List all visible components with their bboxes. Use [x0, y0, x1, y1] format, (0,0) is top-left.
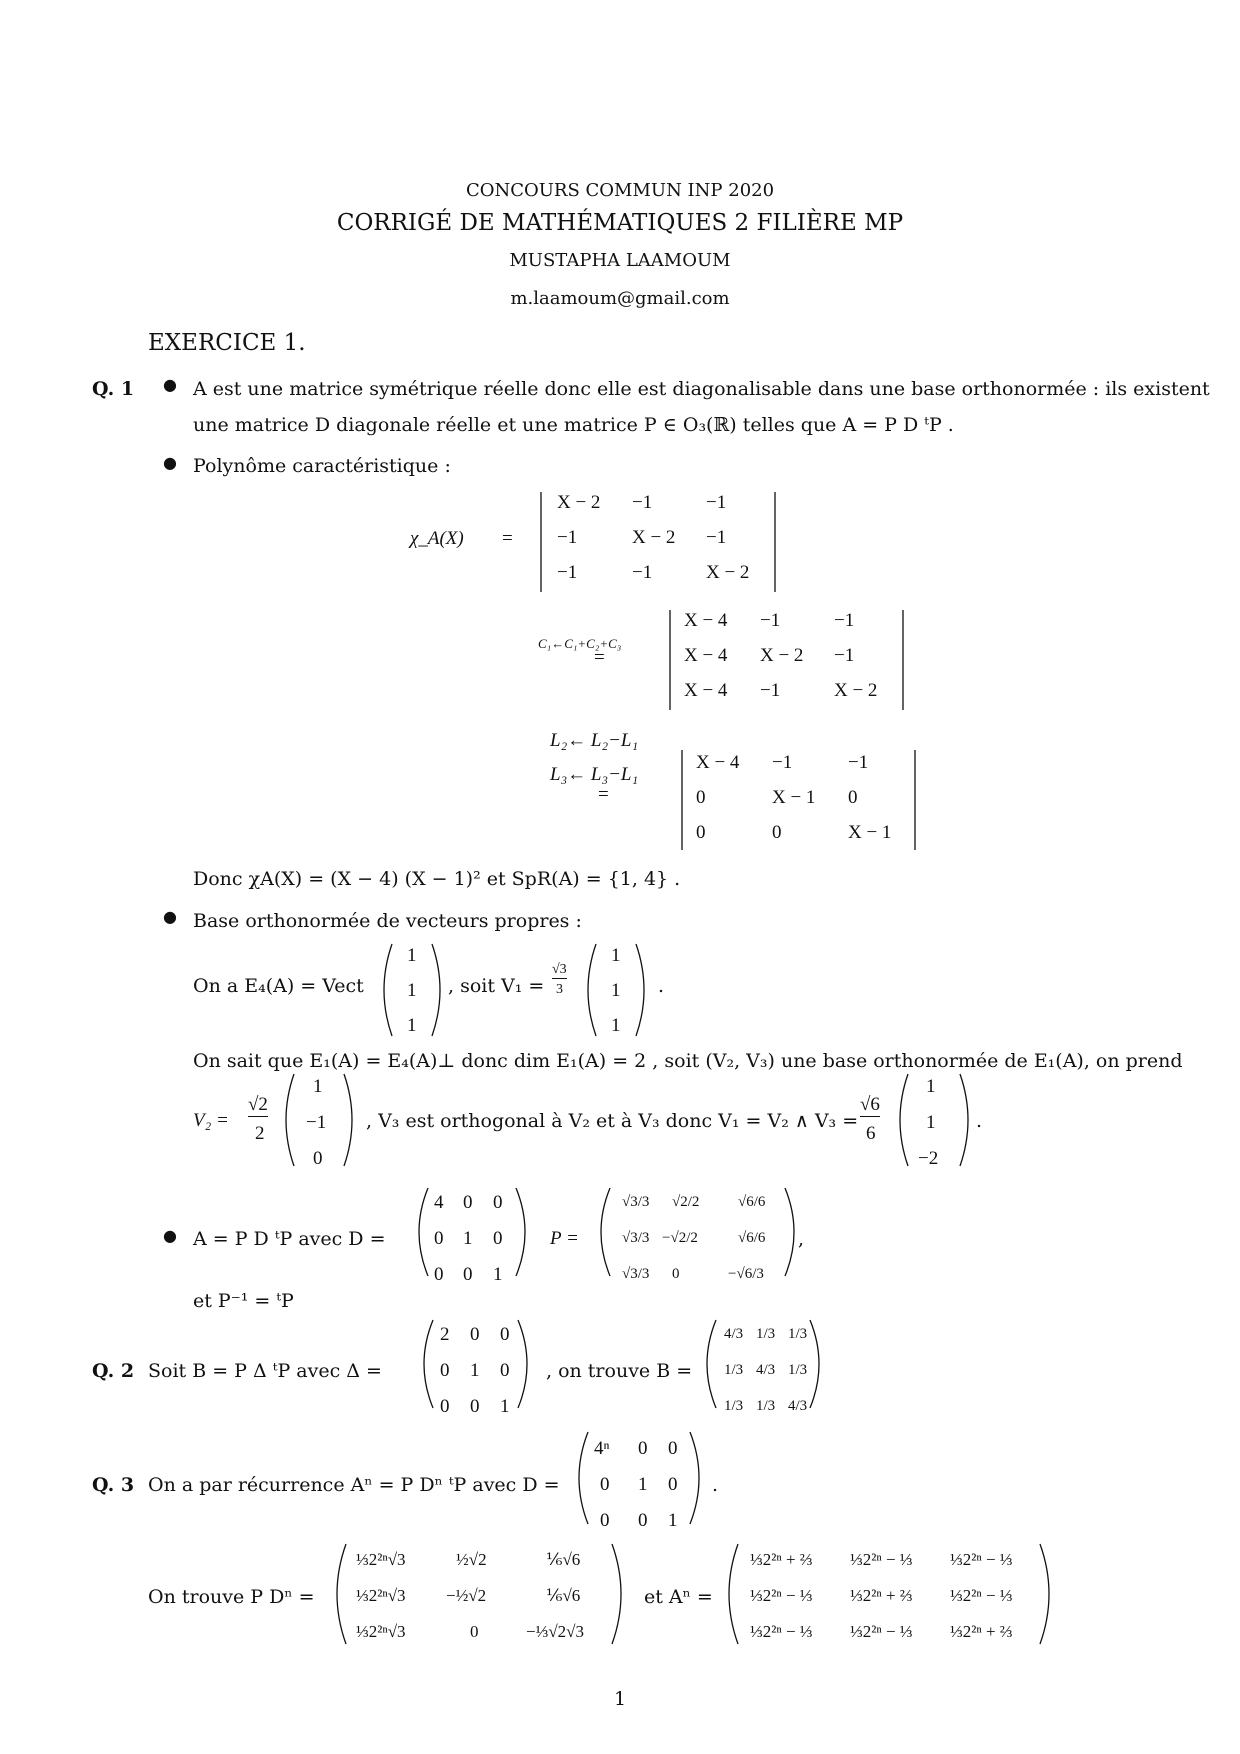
- det1-cell: X − 2: [632, 527, 676, 548]
- v2-coef-num: √2: [248, 1094, 268, 1115]
- An-cell: ⅓2²ⁿ − ⅓: [950, 1550, 1013, 1569]
- PDn-cell: ⅙√6: [546, 1550, 581, 1569]
- comma: ,: [798, 1228, 805, 1250]
- q1-label: Q. 1: [92, 378, 135, 400]
- q1-b3-title: Base orthonormée de vecteurs propres :: [193, 910, 582, 932]
- B-cell: 1/3: [756, 1326, 776, 1342]
- det3-cell: X − 1: [848, 822, 892, 843]
- P-cell: √3/3: [622, 1194, 650, 1210]
- det3-cell: 0: [696, 787, 706, 808]
- det2-cell: −1: [834, 645, 855, 666]
- Delta-cell: 1: [470, 1360, 480, 1381]
- q3-text-a: On a par récurrence Aⁿ = P Dⁿ ᵗP avec D =: [148, 1474, 560, 1496]
- q2-label: Q. 2: [92, 1360, 135, 1382]
- v3-vec-cell: 1: [926, 1112, 936, 1133]
- det2-cell: −1: [834, 610, 855, 631]
- v2-vec-cell: −1: [306, 1112, 327, 1133]
- PDn-cell: −⅓√2√3: [526, 1622, 584, 1641]
- B-cell: 1/3: [724, 1398, 744, 1414]
- Dn-cell: 0: [638, 1438, 648, 1459]
- P-cell: −√2/2: [662, 1230, 698, 1246]
- det3-cell: X − 1: [772, 787, 816, 808]
- period: .: [658, 975, 665, 997]
- contest-title: CONCOURS COMMUN INP 2020: [465, 180, 775, 201]
- e4-vec-cell: 1: [407, 945, 417, 966]
- An-cell: ⅓2²ⁿ − ⅓: [850, 1622, 913, 1641]
- det2-cell: X − 2: [834, 680, 878, 701]
- P-cell: √6/6: [738, 1230, 766, 1246]
- q3-text-b: On trouve P Dⁿ =: [148, 1586, 315, 1608]
- document-title: CORRIGÉ DE MATHÉMATIQUES 2 FILIÈRE MP: [336, 210, 904, 236]
- q1-b1-line1: A est une matrice symétrique réelle donc elle est diagonalisable dans une base orthonormée : ils existent: [193, 378, 1210, 400]
- q1-b2-title: Polynôme caractéristique :: [193, 455, 451, 477]
- Dn-cell: 0: [600, 1510, 610, 1531]
- bullet-icon: ●: [163, 907, 177, 926]
- v1-coef-den: 3: [556, 982, 563, 997]
- P-cell: √3/3: [622, 1266, 650, 1282]
- det1-cell: −1: [557, 527, 578, 548]
- D-cell: 0: [434, 1228, 444, 1249]
- det1-cell: −1: [706, 527, 727, 548]
- v2-vec-cell: 0: [313, 1148, 323, 1169]
- v2-label: V₂ =: [193, 1110, 229, 1131]
- Delta-cell: 0: [440, 1396, 450, 1417]
- Dn-cell: 0: [638, 1510, 648, 1531]
- q1-b1-line2: une matrice D diagonale réelle et une matrice P ∈ O₃(ℝ) telles que A = P D ᵗP .: [193, 414, 954, 436]
- diagonalization-text: A = P D ᵗP avec D =: [193, 1228, 386, 1250]
- row-operation: L₃← L₃−L₁: [550, 764, 639, 785]
- Delta-cell: 0: [500, 1324, 510, 1345]
- D-cell: 1: [463, 1228, 473, 1249]
- e4-text: On a E₄(A) = Vect: [193, 975, 364, 997]
- det3-cell: 0: [696, 822, 706, 843]
- equals-sign: =: [598, 784, 609, 805]
- det2-cell: −1: [760, 680, 781, 701]
- P-cell: √6/6: [738, 1194, 766, 1210]
- section-title: EXERCICE 1.: [148, 330, 306, 356]
- column-operation: C₁←C₁+C₂+C₃: [538, 636, 622, 651]
- v2-vec-cell: 1: [313, 1076, 323, 1097]
- author-name: MUSTAPHA LAAMOUM: [509, 250, 731, 271]
- q3-label: Q. 3: [92, 1474, 135, 1496]
- det3-cell: 0: [848, 787, 858, 808]
- Dn-cell: 0: [668, 1438, 678, 1459]
- det2-cell: X − 4: [684, 680, 728, 701]
- v1-vec-cell: 1: [611, 1015, 621, 1036]
- Dn-cell: 4ⁿ: [594, 1438, 610, 1459]
- v1-vec-cell: 1: [611, 945, 621, 966]
- det3-cell: 0: [772, 822, 782, 843]
- v3-vec-cell: −2: [918, 1148, 939, 1169]
- v2-coef-den: 2: [255, 1123, 265, 1144]
- PDn-cell: −½√2: [446, 1586, 487, 1605]
- det2-cell: −1: [760, 610, 781, 631]
- bullet-icon: ●: [163, 1226, 177, 1245]
- Dn-cell: 1: [668, 1510, 678, 1531]
- v3-text: , V₃ est orthogonal à V₂ et à V₃ donc V₁ = V₂ ∧ V₃ =: [366, 1110, 859, 1132]
- det1-cell: −1: [632, 492, 653, 513]
- char-poly-conclusion: Donc χA(X) = (X − 4) (X − 1)² et SpR(A) = {1, 4} .: [193, 868, 681, 890]
- PDn-cell: ⅙√6: [546, 1586, 581, 1605]
- e4-vec-cell: 1: [407, 1015, 417, 1036]
- B-cell: 4/3: [756, 1362, 776, 1378]
- B-cell: 1/3: [756, 1398, 776, 1414]
- det3-cell: X − 4: [696, 752, 740, 773]
- B-cell: 1/3: [788, 1326, 808, 1342]
- period: .: [712, 1474, 719, 1496]
- D-cell: 0: [463, 1264, 473, 1285]
- D-cell: 0: [493, 1228, 503, 1249]
- PDn-cell: 0: [470, 1622, 479, 1641]
- Delta-cell: 0: [500, 1360, 510, 1381]
- v3-coef-den: 6: [866, 1123, 876, 1144]
- equals-sign: =: [502, 528, 513, 549]
- D-cell: 1: [493, 1264, 503, 1285]
- bullet-icon: ●: [163, 375, 177, 394]
- det1-cell: X − 2: [706, 562, 750, 583]
- e4-vec-cell: 1: [407, 980, 417, 1001]
- det2-cell: X − 2: [760, 645, 804, 666]
- P-label: P =: [550, 1228, 579, 1249]
- v1-text: , soit V₁ =: [448, 975, 545, 997]
- det1-cell: X − 2: [557, 492, 601, 513]
- An-cell: ⅓2²ⁿ − ⅓: [750, 1586, 813, 1605]
- B-cell: 1/3: [724, 1362, 744, 1378]
- An-cell: ⅓2²ⁿ − ⅓: [850, 1550, 913, 1569]
- det1-cell: −1: [706, 492, 727, 513]
- D-cell: 0: [463, 1192, 473, 1213]
- D-cell: 0: [493, 1192, 503, 1213]
- q2-text-b: , on trouve B =: [546, 1360, 693, 1382]
- P-cell: √2/2: [672, 1194, 700, 1210]
- det3-cell: −1: [848, 752, 869, 773]
- Dn-cell: 0: [600, 1474, 610, 1495]
- Delta-cell: 0: [470, 1396, 480, 1417]
- An-cell: ⅓2²ⁿ + ⅔: [850, 1586, 913, 1605]
- PDn-cell: ⅓2²ⁿ√3: [356, 1550, 406, 1569]
- q2-text-a: Soit B = P Δ ᵗP avec Δ =: [148, 1360, 382, 1382]
- An-cell: ⅓2²ⁿ + ⅔: [750, 1550, 813, 1569]
- period: .: [976, 1110, 983, 1132]
- v3-coef-num: √6: [860, 1094, 880, 1115]
- P-cell: √3/3: [622, 1230, 650, 1246]
- Delta-cell: 1: [500, 1396, 510, 1417]
- B-cell: 4/3: [724, 1326, 744, 1342]
- PDn-cell: ⅓2²ⁿ√3: [356, 1586, 406, 1605]
- Delta-cell: 0: [470, 1324, 480, 1345]
- v1-coef-num: √3: [552, 962, 567, 977]
- P-cell: −√6/3: [728, 1266, 764, 1282]
- equals-sign: =: [594, 647, 605, 668]
- Dn-cell: 0: [668, 1474, 678, 1495]
- row-operation: L₂← L₂−L₁: [550, 730, 639, 751]
- q3-text-c: et Aⁿ =: [644, 1586, 713, 1608]
- orthogonal-text: On sait que E₁(A) = E₄(A)⊥ donc dim E₁(A) = 2 , soit (V₂, V₃) une base orthonormée de E₁(A), on prend: [193, 1050, 1183, 1072]
- det2-cell: X − 4: [684, 610, 728, 631]
- D-cell: 4: [434, 1192, 444, 1213]
- det1-lhs: χ_A(X): [410, 528, 464, 549]
- B-cell: 1/3: [788, 1362, 808, 1378]
- Delta-cell: 2: [440, 1324, 450, 1345]
- v1-vec-cell: 1: [611, 980, 621, 1001]
- page-number: 1: [613, 1688, 627, 1710]
- author-email: m.laamoum@gmail.com: [510, 288, 730, 309]
- bullet-icon: ●: [163, 453, 177, 472]
- det2-cell: X − 4: [684, 645, 728, 666]
- inverse-text: et P⁻¹ = ᵗP: [193, 1290, 294, 1312]
- PDn-cell: ½√2: [456, 1550, 487, 1569]
- v3-vec-cell: 1: [926, 1076, 936, 1097]
- An-cell: ⅓2²ⁿ − ⅓: [750, 1622, 813, 1641]
- P-cell: 0: [672, 1266, 680, 1282]
- An-cell: ⅓2²ⁿ + ⅔: [950, 1622, 1013, 1641]
- Delta-cell: 0: [440, 1360, 450, 1381]
- det3-cell: −1: [772, 752, 793, 773]
- PDn-cell: ⅓2²ⁿ√3: [356, 1622, 406, 1641]
- Dn-cell: 1: [638, 1474, 648, 1495]
- det1-cell: −1: [557, 562, 578, 583]
- An-cell: ⅓2²ⁿ − ⅓: [950, 1586, 1013, 1605]
- D-cell: 0: [434, 1264, 444, 1285]
- det1-cell: −1: [632, 562, 653, 583]
- B-cell: 4/3: [788, 1398, 808, 1414]
